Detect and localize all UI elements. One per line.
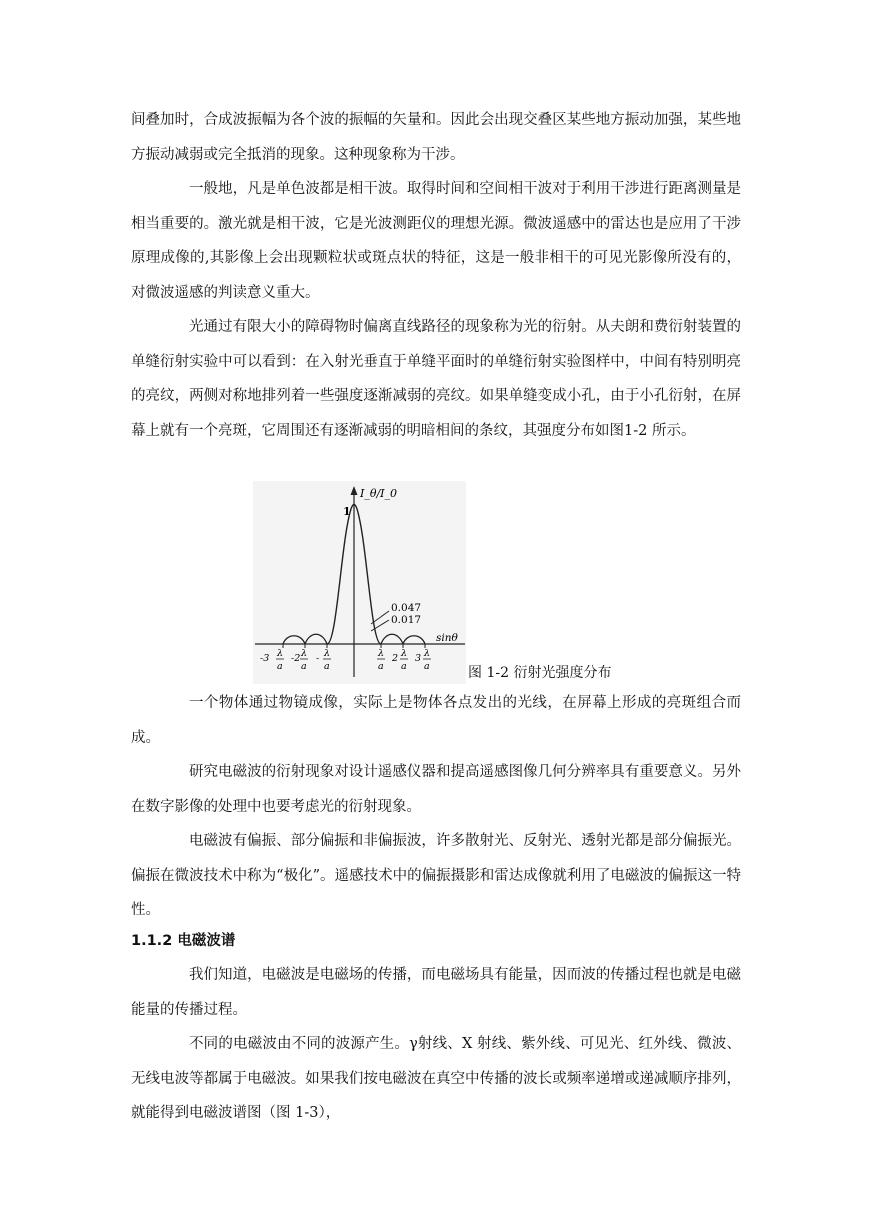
section-heading: 1.1.2 电磁波谱	[131, 933, 236, 949]
y-axis-label: I_θ/I_0	[360, 487, 398, 500]
x-tick-prefix: -3	[260, 653, 270, 664]
x-tick-prefix: 2	[392, 653, 399, 664]
x-tick-prefix: -2	[291, 653, 301, 664]
paragraph-2: 一般地，凡是单色波都是相干波。取得时间和空间相干波对于利用干涉进行距离测量是相当重要的。激光就是相干波，它是光波测距仪的理想光源。微波遥感中的雷达也是应用了干涉原理成像的,其影像上会出现颗粒状或斑点状的特征，这是一般非相干的可见光影像所没有的，对微波遥感的判读意义重大。	[131, 181, 741, 301]
diffraction-plot	[253, 481, 466, 684]
x-tick-lambda: λ	[424, 648, 431, 659]
figure-caption: 图 1-2 衍射光强度分布	[468, 665, 612, 681]
x-tick-lambda: λ	[301, 648, 308, 659]
peak-label: 1	[343, 505, 351, 518]
x-tick-a: a	[424, 661, 430, 672]
x-tick-lambda: λ	[401, 648, 408, 659]
paragraph-8: 不同的电磁波由不同的波源产生。γ射线、X 射线、紫外线、可见光、红外线、微波、无线电波等都属于电磁波。如果我们按电磁波在真空中传播的波长或频率递增或递减顺序排列，就能得到电磁波谱图（图 1-3），	[131, 1036, 741, 1121]
paragraph-7: 我们知道，电磁波是电磁场的传播，而电磁场具有能量，因而波的传播过程也就是电磁能量的传播过程。	[131, 967, 741, 1018]
x-tick-prefix: 3	[415, 653, 422, 664]
figure-background	[253, 481, 466, 684]
paragraph-5: 研究电磁波的衍射现象对设计遥感仪器和提高遥感图像几何分辨率具有重要意义。另外在数字影像的处理中也要考虑光的衍射现象。	[131, 764, 741, 815]
paragraph-6: 电磁波有偏振、部分偏振和非偏振波，许多散射光、反射光、透射光都是部分偏振光。偏振在微波技术中称为“极化”。遥感技术中的偏振摄影和雷达成像就利用了电磁波的偏振这一特性。	[131, 833, 741, 918]
paragraph-4: 一个物体通过物镜成像，实际上是物体各点发出的光线，在屏幕上形成的亮斑组合而成。	[131, 695, 741, 746]
x-tick-a: a	[401, 661, 407, 672]
x-axis-label: sinθ	[436, 632, 458, 644]
x-tick-lambda: λ	[277, 648, 284, 659]
x-tick-a: a	[378, 661, 384, 672]
x-tick-a: a	[324, 661, 330, 672]
x-tick-lambda: λ	[324, 648, 331, 659]
x-tick-lambda: λ	[378, 648, 385, 659]
annotation-0047: 0.047	[391, 602, 422, 614]
x-tick-prefix: -	[316, 653, 320, 664]
x-tick-a: a	[277, 661, 283, 672]
diffraction-intensity-figure	[253, 481, 466, 684]
annotation-0017: 0.017	[391, 614, 422, 626]
paragraph-1: 间叠加时，合成波振幅为各个波的振幅的矢量和。因此会出现交叠区某些地方振动加强，某些地方振动减弱或完全抵消的现象。这种现象称为干涉。	[131, 112, 741, 163]
x-tick-a: a	[301, 661, 307, 672]
paragraph-3: 光通过有限大小的障碍物时偏离直线路径的现象称为光的衍射。从夫朗和费衍射装置的单缝衍射实验中可以看到：在入射光垂直于单缝平面时的单缝衍射实验图样中，中间有特别明亮的亮纹，两侧对称地排列着一些强度逐渐减弱的亮纹。如果单缝变成小孔，由于小孔衍射，在屏幕上就有一个亮斑，它周围还有逐渐减弱的明暗相间的条纹，其强度分布如图1-2 所示。	[131, 319, 741, 439]
